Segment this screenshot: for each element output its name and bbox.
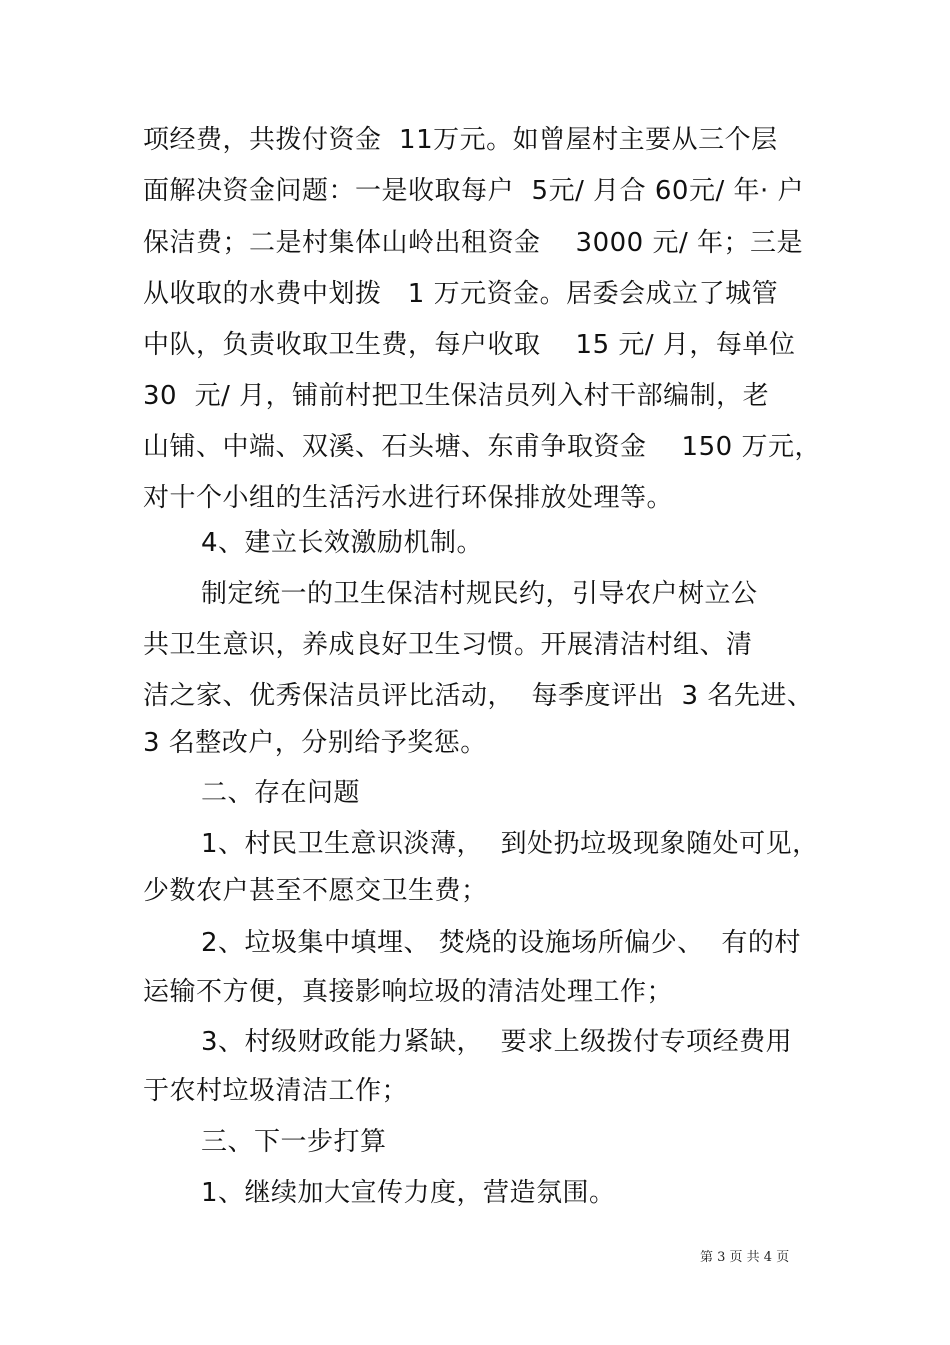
text-line: 运输不方便，真接影响垃圾的清洁处理工作； — [143, 977, 674, 1007]
section-heading: 三、下一步打算 — [201, 1127, 387, 1157]
text-line: 1、村民卫生意识淡薄， 到处扔垃圾现象随处可见， — [201, 829, 819, 859]
text-line: 保洁费；二是村集体山岭出租资金 3000 元/ 年；三是 — [143, 228, 804, 258]
text-line: 3 名整改户，分别给予奖惩。 — [143, 728, 487, 758]
section-heading: 二、存在问题 — [201, 778, 361, 808]
text-line: 2、垃圾集中填埋、 焚烧的设施场所偏少、 有的村 — [201, 928, 801, 958]
text-line: 项经费，共拨付资金 11万元。如曾屋村主要从三个层 — [143, 125, 778, 155]
text-line: 30 元/ 月，铺前村把卫生保洁员列入村干部编制，老 — [143, 381, 770, 411]
page-number-footer: 第 3 页 共 4 页 — [700, 1250, 790, 1265]
text-line: 洁之家、优秀保洁员评比活动， 每季度评出 3 名先进、 — [143, 681, 814, 711]
text-line: 3、村级财政能力紧缺， 要求上级拨付专项经费用 — [201, 1027, 793, 1057]
section-heading: 4、建立长效激励机制。 — [201, 528, 484, 558]
text-line: 从收取的水费中划拨 1 万元资金。居委会成立了城管 — [143, 279, 779, 309]
text-line: 共卫生意识，养成良好卫生习惯。开展清洁村组、清 — [143, 630, 753, 660]
text-line: 少数农户甚至不愿交卫生费； — [143, 876, 488, 906]
text-line: 对十个小组的生活污水进行环保排放处理等。 — [143, 483, 674, 513]
text-line: 山铺、中端、双溪、石头塘、东甫争取资金 150 万元， — [143, 432, 821, 462]
text-line: 制定统一的卫生保洁村规民约，引导农户树立公 — [201, 579, 758, 609]
text-line: 1、继续加大宣传力度，营造氛围。 — [201, 1178, 616, 1208]
text-line: 面解决资金问题：一是收取每户 5元/ 月合 60元/ 年· 户 — [143, 176, 804, 206]
text-line: 于农村垃圾清洁工作； — [143, 1076, 409, 1106]
text-line: 中队，负责收取卫生费，每户收取 15 元/ 月，每单位 — [143, 330, 796, 360]
